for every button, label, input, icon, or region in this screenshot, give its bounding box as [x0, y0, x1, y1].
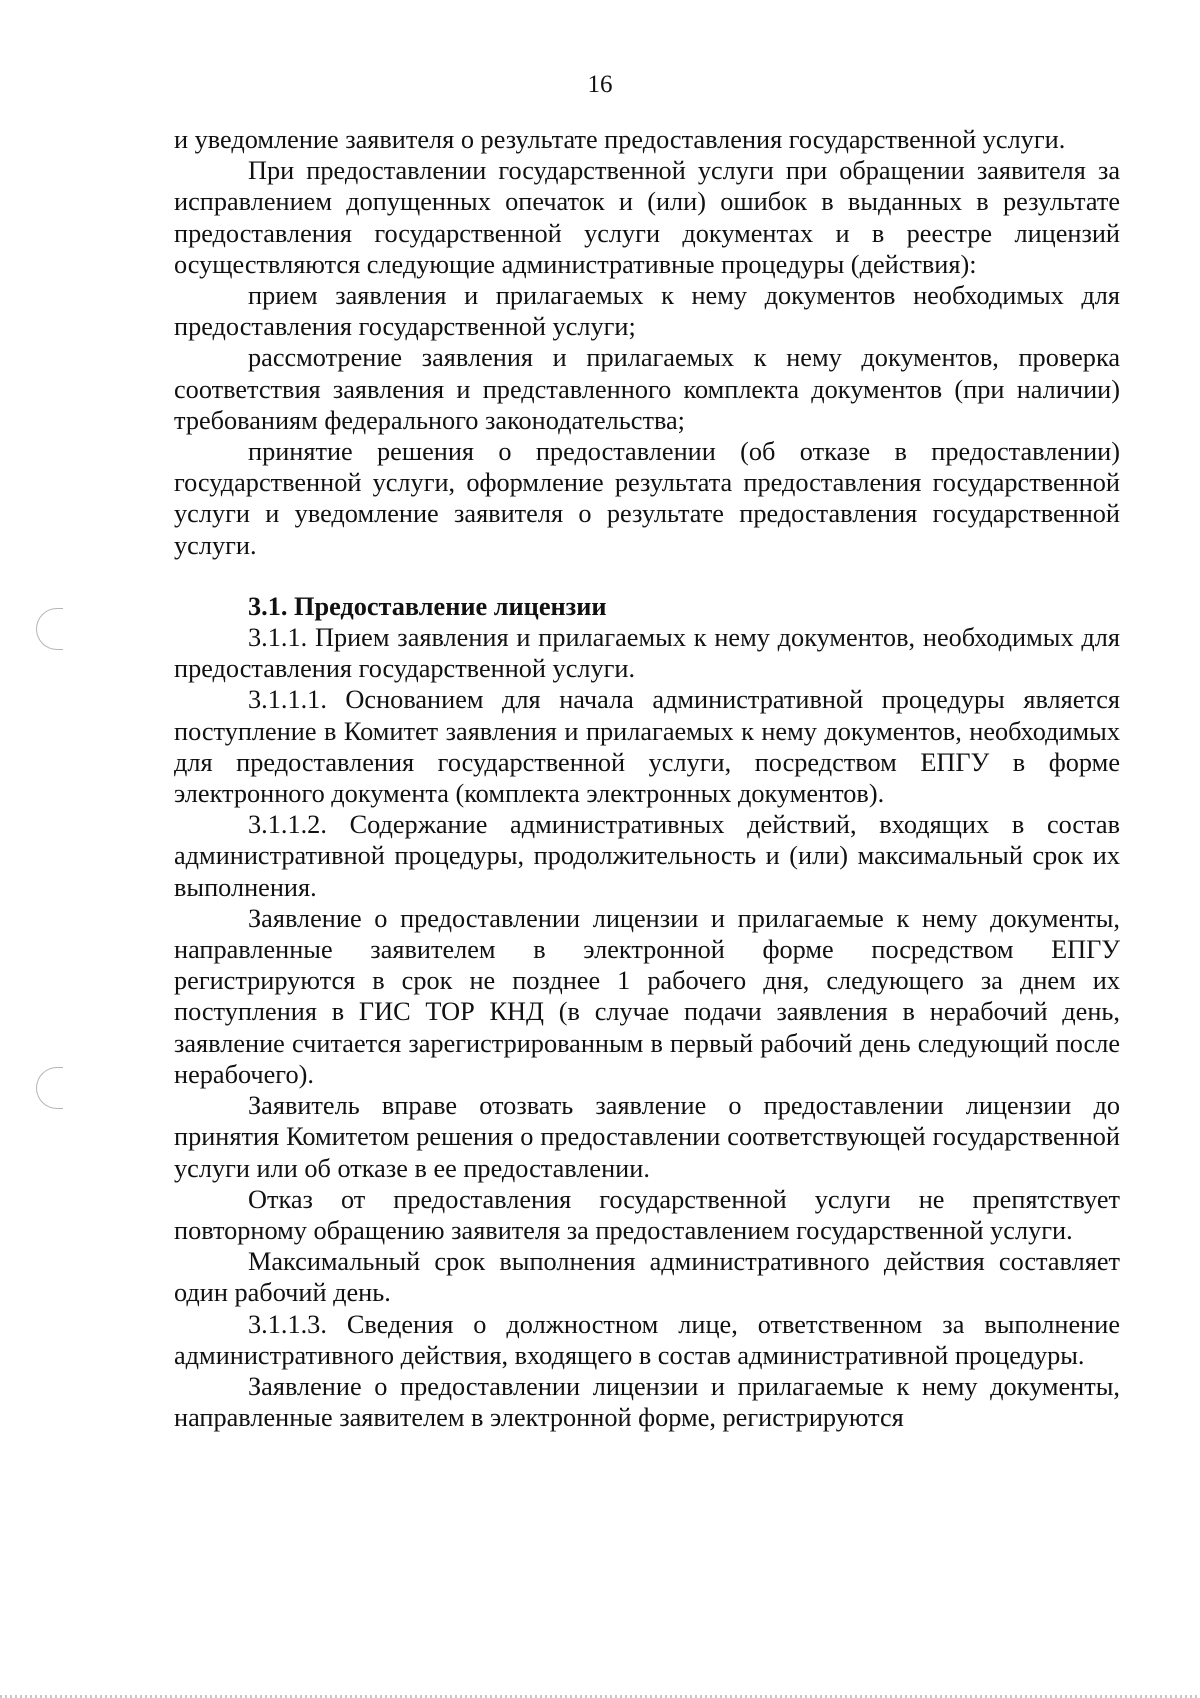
paragraph-3-1-1-2: 3.1.1.2. Содержание административных действий, входящих в состав административной процедуры, продолжительность и (или) максимальный срок их выполнения. [174, 810, 1120, 902]
paragraph-review: рассмотрение заявления и прилагаемых к нему документов, проверка соответствия заявления и представленного комплекта документов (при наличии) требованиям федерального законодательства; [174, 343, 1120, 435]
paragraph-reception: прием заявления и прилагаемых к нему документов необходимых для предоставления государственной услуги; [174, 281, 1120, 342]
paragraph-registration-electronic: Заявление о предоставлении лицензии и прилагаемые к нему документы, направленные заявителем в электронной форме, регистрируются [174, 1371, 1120, 1433]
paragraph-max-term: Максимальный срок выполнения административного действия составляет один рабочий день. [174, 1247, 1120, 1308]
page-number: 16 [587, 71, 613, 98]
paragraph-3-1-1: 3.1.1. Прием заявления и прилагаемых к нему документов, необходимых для предоставления государственной услуги. [174, 623, 1120, 684]
punch-hole-mark [36, 608, 63, 650]
paragraph-3-1-1-1: 3.1.1.1. Основанием для начала административной процедуры является поступление в Комитет заявления и прилагаемых к нему документов, необходимых для предоставления государственной услуги, посредством ЕПГУ в форме электронного документа (комплекта электронных документов). [174, 685, 1120, 809]
paragraph-3-1-1-3: 3.1.1.3. Сведения о должностном лице, ответственном за выполнение административного действия, входящего в состав административной процедуры. [174, 1309, 1120, 1370]
paragraph-registration: Заявление о предоставлении лицензии и прилагаемые к нему документы, направленные заявителем в электронной форме посредством ЕПГУ регистрируются в срок не позднее 1 рабочего дня, следующего за днем их поступления в ГИС ТОР КНД (в случае подачи заявления в нерабочий день, заявление считается зарегистрированным в первый рабочий день следующий после нерабочего). [174, 903, 1120, 1089]
paragraph-continuation: и уведомление заявителя о результате предоставления государственной услуги. [174, 125, 1066, 154]
paragraph-correction-procedures: При предоставлении государственной услуги при обращении заявителя за исправлением допущенных опечаток и (или) ошибок в выданных в результате предоставления государственной услуги документах и в реестре лицензий осуществляются следующие административные процедуры (действия): [174, 156, 1120, 279]
paragraph-decision: принятие решения о предоставлении (об отказе в предоставлении) государственной услуги, оформление результата предоставления государственной услуги и уведомление заявителя о результате предоставления государственной услуги. [174, 437, 1120, 560]
paragraph-refusal: Отказ от предоставления государственной услуги не препятствует повторному обращению заявителя за предоставлением государственной услуги. [174, 1184, 1120, 1245]
punch-hole-mark [36, 1067, 63, 1109]
section-heading: 3.1. Предоставление лицензии [248, 591, 607, 621]
paragraph-withdrawal: Заявитель вправе отозвать заявление о предоставлении лицензии до принятия Комитетом решения о предоставлении соответствующей государственной услуги или об отказе в ее предоставлении. [174, 1091, 1120, 1183]
document-body [174, 124, 1120, 1433]
